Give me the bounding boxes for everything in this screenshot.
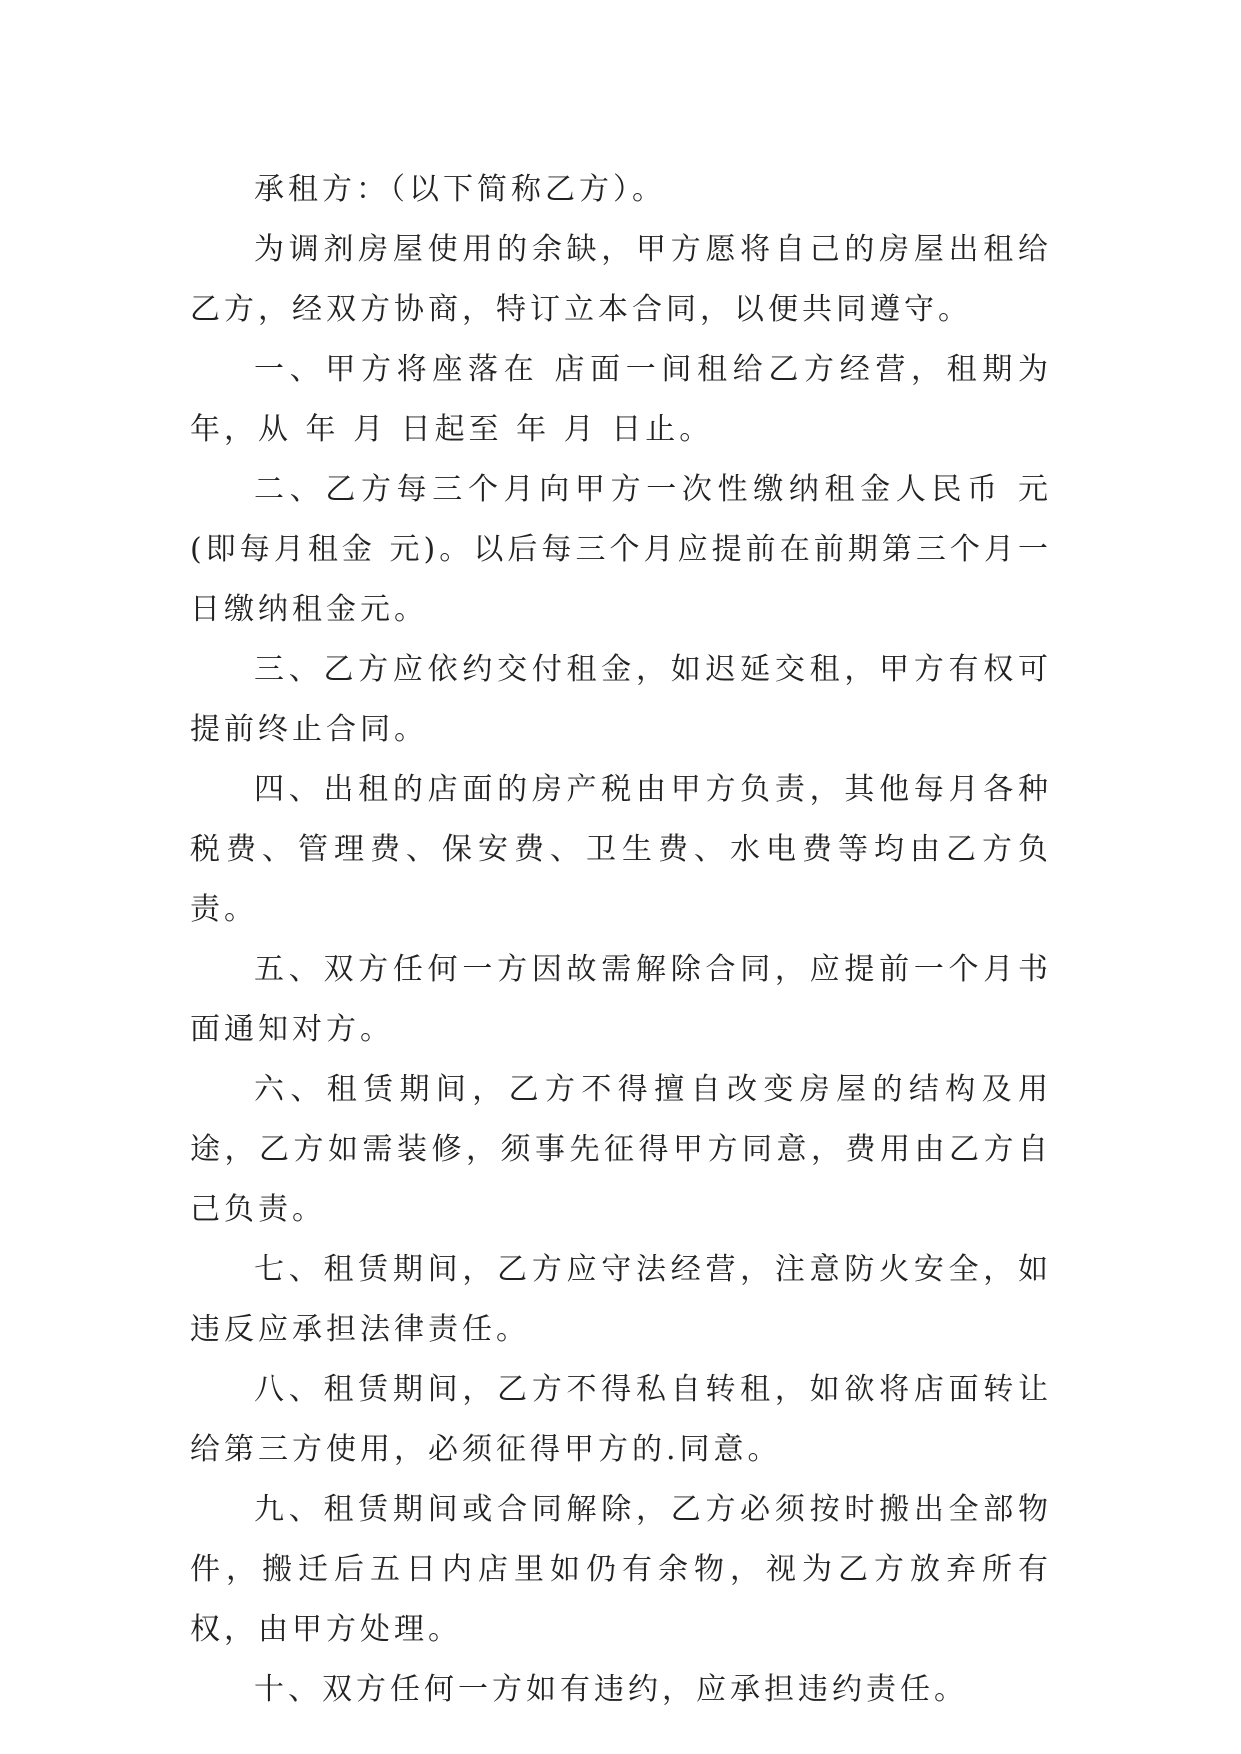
clause-8: 八、租赁期间，乙方不得私自转租，如欲将店面转让给第三方使用，必须征得甲方的.同意。 <box>190 1372 1052 1467</box>
clause-3: 三、乙方应依约交付租金，如迟延交租，甲方有权可提前终止合同。 <box>190 652 1052 747</box>
clause-5: 五、双方任何一方因故需解除合同，应提前一个月书面通知对方。 <box>190 952 1052 1047</box>
contract-body <box>190 160 1052 1720</box>
clause-10: 十、双方任何一方如有违约，应承担违约责任。 <box>254 1672 968 1707</box>
clause-9: 九、租赁期间或合同解除，乙方必须按时搬出全部物件，搬迁后五日内店里如仍有余物，视为乙方放弃所有权，由甲方处理。 <box>190 1492 1052 1647</box>
clause-4: 四、出租的店面的房产税由甲方负责，其他每月各种税费、管理费、保安费、卫生费、水电费等均由乙方负责。 <box>190 772 1052 927</box>
clause-7: 七、租赁期间，乙方应守法经营，注意防火安全，如违反应承担法律责任。 <box>190 1252 1052 1347</box>
clause-2: 二、乙方每三个月向甲方一次性缴纳租金人民币 元(即每月租金 元)。以后每三个月应提前在前期第三个月一日缴纳租金元。 <box>190 472 1052 627</box>
paragraph-lessee: 承租方：（以下简称乙方）。 <box>254 172 666 207</box>
paragraph-preamble: 为调剂房屋使用的余缺，甲方愿将自己的房屋出租给乙方，经双方协商，特订立本合同，以便共同遵守。 <box>190 232 1052 327</box>
clause-6: 六、租赁期间，乙方不得擅自改变房屋的结构及用途，乙方如需装修，须事先征得甲方同意，费用由乙方自己负责。 <box>190 1072 1052 1227</box>
clause-1: 一、甲方将座落在 店面一间租给乙方经营，租期为 年，从 年 月 日起至 年 月 日止。 <box>190 352 1052 447</box>
